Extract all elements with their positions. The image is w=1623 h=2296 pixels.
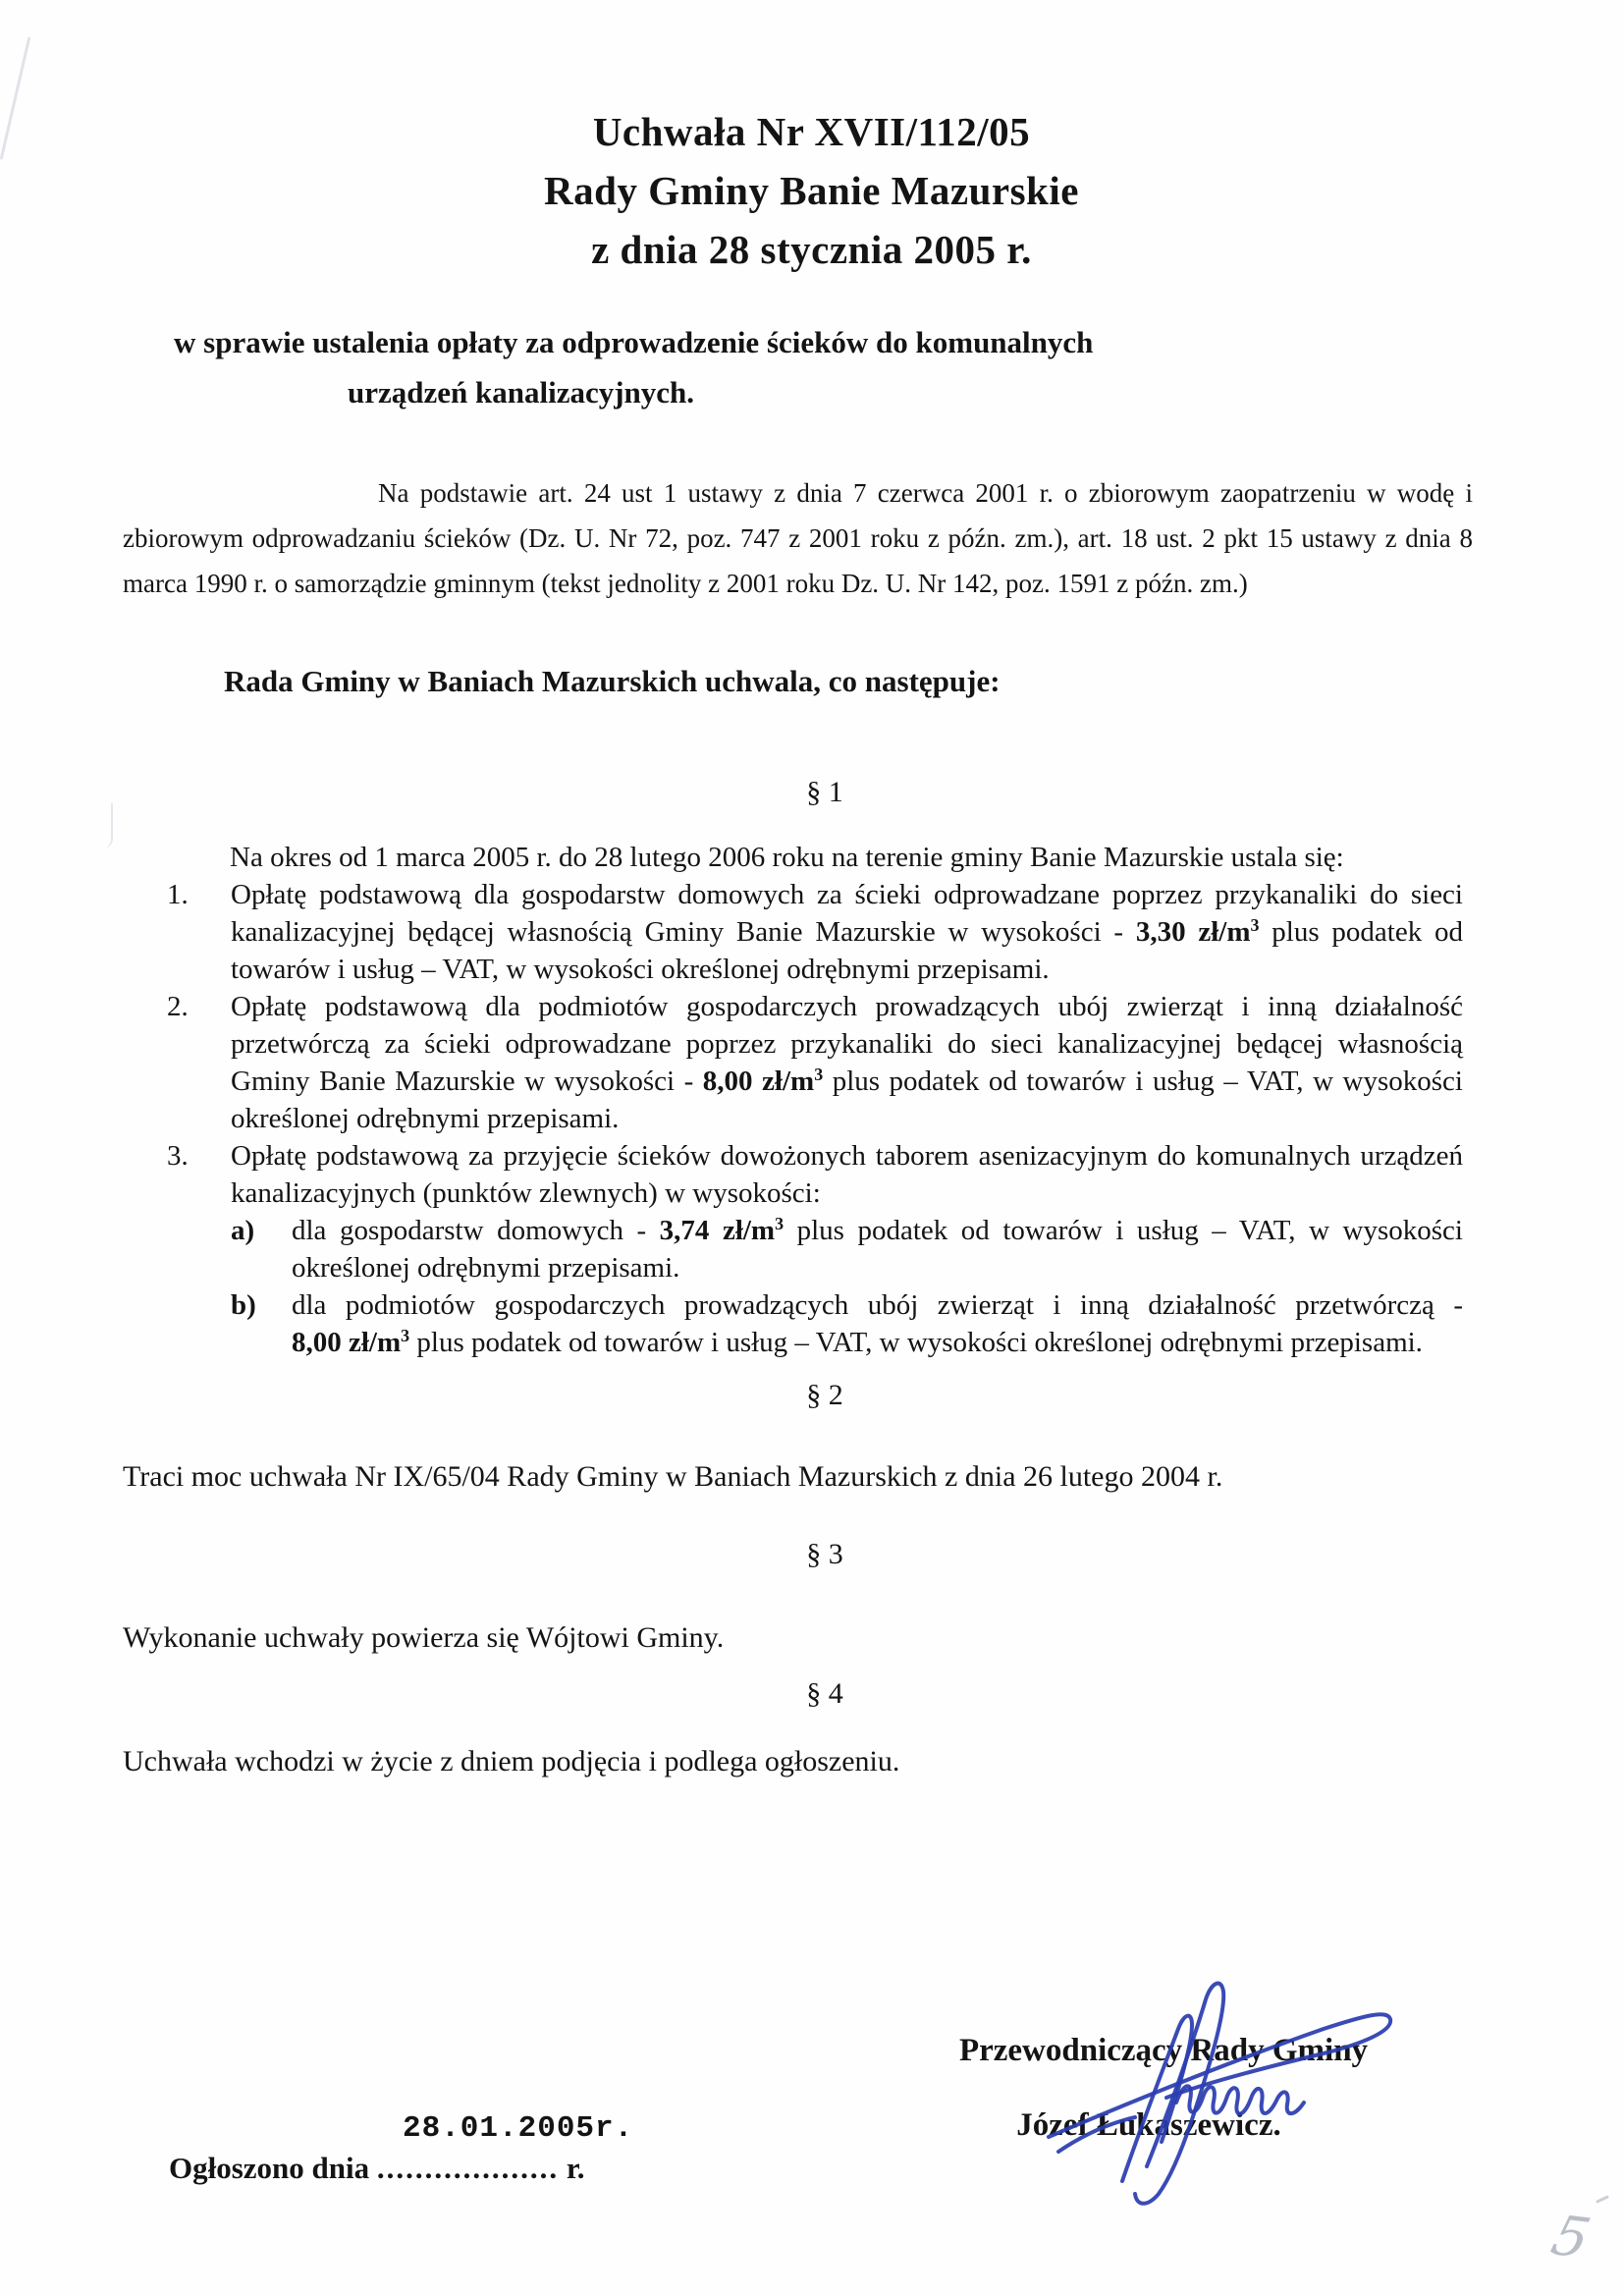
list-item-1-number: 1.	[167, 879, 189, 910]
section-1-content	[167, 839, 1463, 1361]
list-item-3	[167, 1137, 1463, 1361]
legal-basis-paragraph: Na podstawie art. 24 ust 1 ustawy z dnia 7 czerwca 2001 r. o zbiorowym zaopatrzeniu w wodę i zbiorowym odprowadzaniu ścieków (Dz. U. Nr 72, poz. 747 z 2001 roku z późn. zm.), art. 18 ust. 2 pkt 15 ustawy z dnia 8 marca 1990 r. o samorządzie gminnym (tekst jednolity z 2001 roku Dz. U. Nr 142, poz. 1591 z późn. zm.)	[123, 478, 1473, 598]
sub-item-b-text: dla podmiotów gospodarczych prowadzących ubój zwierząt i inną działalność przetwórczą -	[292, 1289, 1463, 1321]
list-item-2-text: Opłatę podstawową dla podmiotów gospodarczych prowadzących ubój zwierząt i inną działalność przetwórczą za ścieki odprowadzane poprzez przykanaliki do sieci kanalizacyjnej będącej własnością Gminy Banie Mazurskie w wysokości -	[231, 991, 1463, 1097]
list-item-2-number: 2.	[167, 991, 189, 1022]
enacting-formula: Rada Gminy w Baniach Mazurskich uchwala, co następuje:	[224, 664, 1001, 698]
publication-suffix: r.	[566, 2151, 585, 2185]
title-resolution-date: z dnia 28 stycznia 2005 r.	[591, 227, 1032, 272]
chairman-name: Józef Łukaszewicz.	[1016, 2107, 1281, 2143]
fee-rate-value: 3,74 zł/m	[659, 1215, 776, 1246]
section-2-paragraph: Traci moc uchwała Nr IX/65/04 Rady Gminy w Baniach Mazurskich z dnia 26 lutego 2004 r.	[123, 1460, 1223, 1493]
fee-rate-business-network	[703, 1066, 823, 1097]
section-1-intro: Na okres od 1 marca 2005 r. do 28 lutego 2006 roku na terenie gminy Banie Mazurskie ustala się:	[230, 842, 1344, 873]
section-3-mark: § 3	[806, 1538, 843, 1570]
list-item-2-tail: plus podatek od towarów i usług – VAT, w wysokości określonej odrębnymi przepisami.	[231, 1066, 1463, 1134]
sub-item-b	[231, 1286, 1463, 1361]
publication-label: Ogłoszono dnia	[169, 2151, 370, 2185]
superscript-3: 3	[1250, 915, 1260, 936]
handwritten-page-number: 5	[1544, 2204, 1597, 2271]
fee-rate-value: 8,00 zł/m	[702, 1066, 815, 1097]
superscript-3: 3	[775, 1214, 784, 1234]
title-council-name: Rady Gminy Banie Mazurskie	[544, 168, 1079, 213]
sub-item-a-text: dla gospodarstw domowych -	[292, 1215, 660, 1246]
fee-rate-households-delivered	[660, 1215, 784, 1246]
superscript-3: 3	[814, 1065, 824, 1085]
sub-item-b-tail: plus podatek od towarów i usług – VAT, w wysokości określonej odrębnymi przepisami.	[409, 1327, 1423, 1358]
section-4-paragraph: Uchwała wchodzi w życie z dniem podjęcia i podlega ogłoszeniu.	[123, 1745, 900, 1777]
sub-item-b-number: b)	[231, 1289, 256, 1321]
list-item-1-tail: plus podatek od towarów i usług – VAT, w wysokości określonej odrębnymi przepisami.	[231, 916, 1463, 985]
signature-stroke-spike	[1122, 2016, 1192, 2181]
publication-dotted-blank: ...................	[376, 2151, 560, 2185]
document-title	[0, 102, 1623, 279]
subject-line-1: w sprawie ustalenia opłaty za odprowadzenie ścieków do komunalnych	[174, 325, 1094, 359]
superscript-3: 3	[401, 1326, 410, 1346]
handwritten-page-number-tick	[1596, 2195, 1609, 2204]
sub-item-a	[231, 1212, 1463, 1286]
sub-item-a-tail: plus podatek od towarów i usług – VAT, w wysokości określonej odrębnymi przepisami.	[292, 1215, 1463, 1284]
signature-stroke-lead	[1058, 2117, 1135, 2152]
section-4-mark: § 4	[806, 1677, 843, 1710]
fee-rate-business-delivered	[292, 1327, 409, 1358]
sub-item-a-number: a)	[231, 1215, 255, 1246]
list-item-3-number: 3.	[167, 1140, 189, 1172]
typed-publication-date: 28.01.2005r.	[403, 2111, 634, 2146]
section-3-paragraph: Wykonanie uchwały powierza się Wójtowi Gminy.	[123, 1621, 725, 1654]
fee-rate-value: 8,00 zł/m	[292, 1327, 402, 1358]
subject-line-2: urządzeń kanalizacyjnych.	[348, 375, 695, 410]
section-2-mark: § 2	[806, 1379, 843, 1411]
handwritten-signature	[1029, 1970, 1402, 2211]
list-item-2	[167, 988, 1463, 1137]
fee-rate-value: 3,30 zł/m	[1135, 916, 1251, 948]
section-1-mark: § 1	[806, 776, 843, 808]
publication-line	[169, 2151, 585, 2186]
list-item-1	[167, 876, 1463, 988]
title-resolution-number: Uchwała Nr XVII/112/05	[592, 109, 1031, 154]
list-item-1-text: Opłatę podstawową dla gospodarstw domowych za ścieki odprowadzane poprzez przykanaliki do sieci kanalizacyjnej będącej własnością Gminy Banie Mazurskie w wysokości -	[231, 879, 1463, 948]
scan-artifact-curve	[101, 803, 113, 848]
chairman-title: Przewodniczący Rady Gminy	[958, 2033, 1369, 2068]
resolution-body	[123, 774, 1468, 1781]
list-item-3-text: Opłatę podstawową za przyjęcie ścieków dowożonych taborem asenizacyjnym do komunalnych urządzeń kanalizacyjnych (punktów zlewnych) w wysokości:	[231, 1140, 1463, 1209]
fee-rate-households-network	[1136, 916, 1260, 948]
signature-stroke-loops	[1176, 2086, 1304, 2113]
